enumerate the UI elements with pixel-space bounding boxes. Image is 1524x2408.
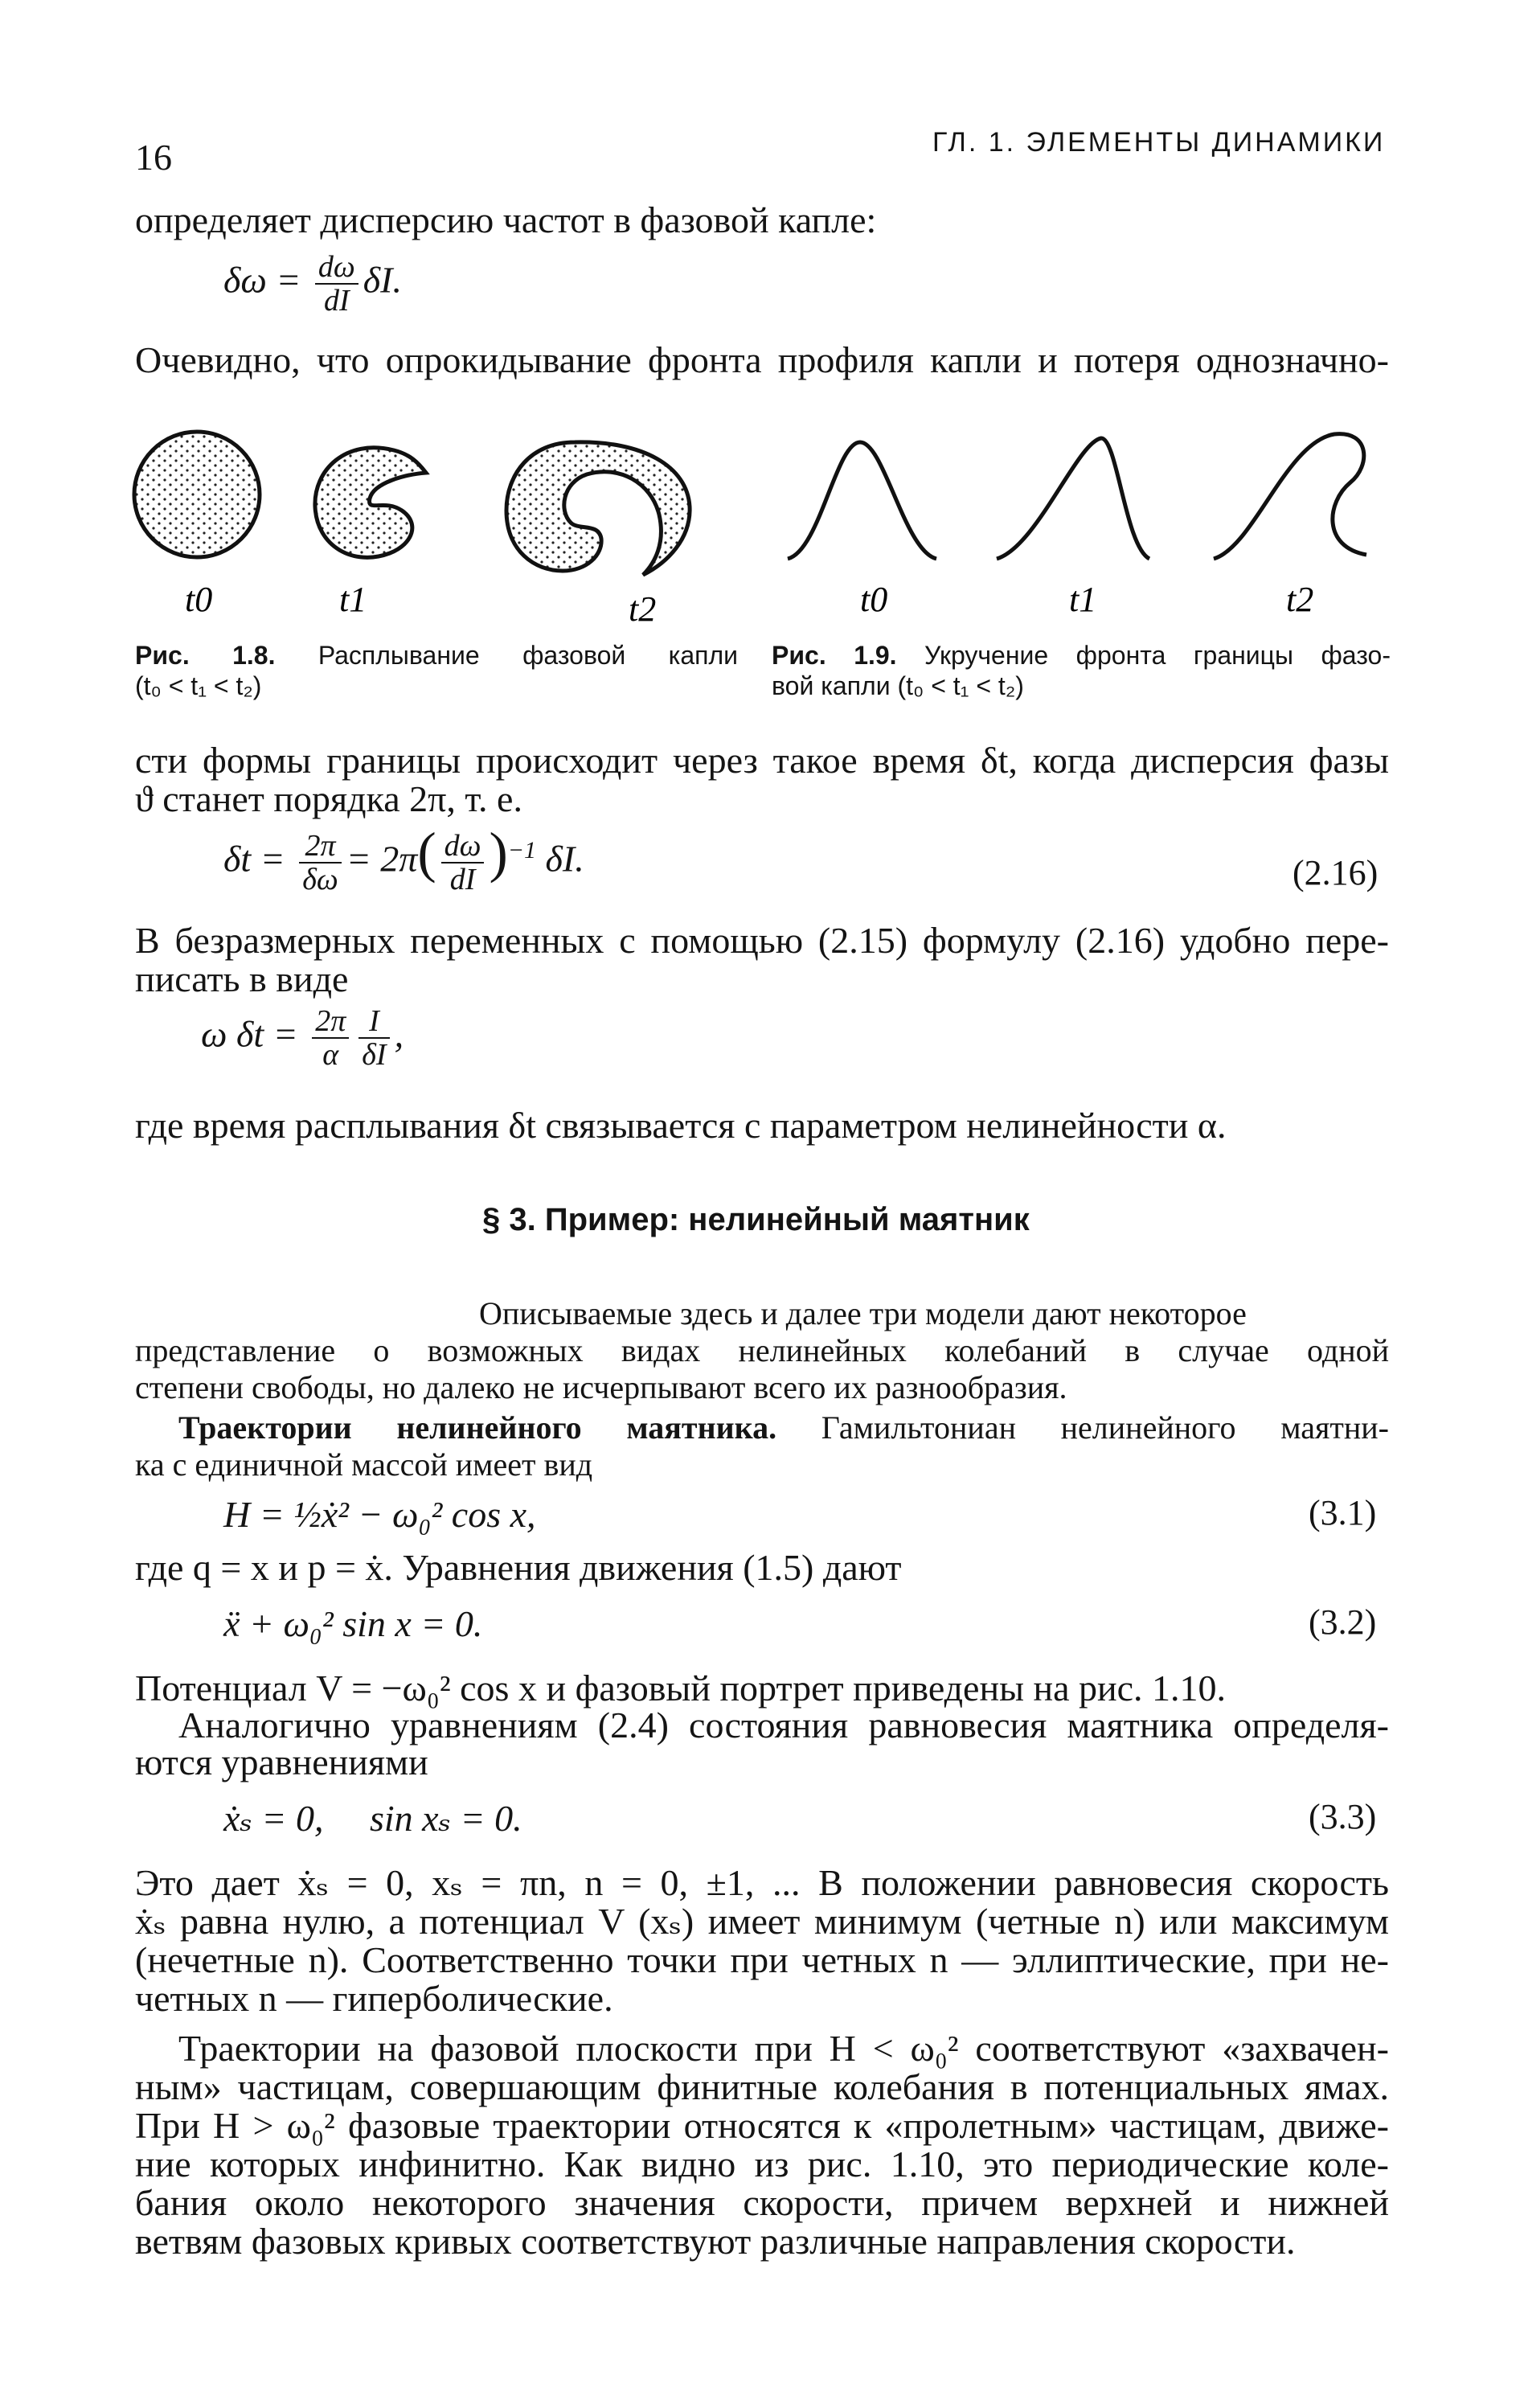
fig18-caption-line2: (t₀ < t₁ < t₂) bbox=[135, 671, 262, 700]
equation-3-3: ẋₛ = 0, sin xₛ = 0. bbox=[223, 1798, 522, 1839]
fig18-label-t1: t1 bbox=[339, 580, 367, 619]
paragraph-8-line-1: Траектории на фазовой плоскости при H < ω₀² соответствуют «захвачен- bbox=[178, 2028, 1389, 2069]
section-title: § 3. Пример: нелинейный маятник bbox=[482, 1202, 1030, 1237]
drop-t0 bbox=[134, 432, 260, 557]
drop-t1 bbox=[315, 448, 426, 558]
paragraph-7-line-2: ẋₛ равна нулю, а потенциал V (xₛ) имеет минимум (четные n) или максимум bbox=[135, 1901, 1389, 1942]
paragraph-8-line-2: ным» частицам, совершающим финитные колебания в потенциальных ямах. bbox=[135, 2066, 1389, 2107]
paragraph-5-line-2: ка с единичной массой имеет вид bbox=[135, 1446, 593, 1483]
equation-number-3-2: (3.2) bbox=[1309, 1602, 1377, 1642]
fig19-label-t2: t2 bbox=[1286, 580, 1314, 619]
paragraph-8-line-5: бания около некоторого значения скорости, причем верхней и нижней bbox=[135, 2182, 1389, 2223]
paragraph-6-line-1: Потенциал V = −ω₀² cos x и фазовый портрет приведены на рис. 1.10. bbox=[135, 1668, 1227, 1709]
equation-number-3-3: (3.3) bbox=[1309, 1797, 1377, 1836]
small-paragraph-line-2: представление о возможных видах нелинейных колебаний в случае одной bbox=[135, 1332, 1389, 1368]
page-number: 16 bbox=[135, 137, 172, 178]
paragraph-7-line-4: четных n — гиперболические. bbox=[135, 1978, 613, 2019]
profile-t1 bbox=[997, 438, 1149, 559]
equation-domega: δω = $\frac{d\omega}{dI}$ δI. bbox=[223, 250, 402, 318]
equation-3-2: ẍ + ω₀² sin x = 0. bbox=[223, 1603, 483, 1644]
equation-omega-dt: ω δt = $\frac{2\pi}{\alpha}$ $\frac{I}{\delta I}$ , bbox=[201, 1004, 404, 1072]
paragraph-3-line-1: В безразмерных переменных с помощью (2.15) формулу (2.16) удобно пере- bbox=[135, 920, 1389, 961]
paragraph-8-line-3: При H > ω₀² фазовые траектории относятся к «пролетным» частицам, движе- bbox=[135, 2105, 1389, 2146]
paragraph-5-line-1: Траектории нелинейного маятника. Гамильтониан нелинейного маятни- bbox=[178, 1409, 1390, 1446]
profile-t0 bbox=[788, 442, 936, 559]
fig19-caption-line1: Рис. 1.9. Укручение фронта границы фазо- bbox=[772, 641, 1391, 670]
figure-1-8 bbox=[129, 410, 739, 627]
paragraph-7-line-3: (нечетные n). Соответственно точки при четных n — эллиптические, при не- bbox=[135, 1939, 1389, 1980]
paragraph-8-line-4: ние которых инфинитно. Как видно из рис. 1.10, это периодические коле- bbox=[135, 2143, 1389, 2184]
running-title: ГЛ. 1. ЭЛЕМЕНТЫ ДИНАМИКИ bbox=[932, 127, 1386, 158]
fig19-caption-line2: вой капли (t₀ < t₁ < t₂) bbox=[772, 671, 1024, 700]
paragraph-6-line-3: ются уравнениями bbox=[135, 1741, 428, 1782]
fig19-label-t0: t0 bbox=[860, 580, 888, 619]
fig19-label-t1: t1 bbox=[1069, 580, 1097, 619]
where-line: где q = x и p = ẋ. Уравнения движения (1.5) дают bbox=[135, 1547, 902, 1588]
profile-t2 bbox=[1214, 434, 1366, 559]
paragraph-3-line-2: писать в виде bbox=[135, 958, 349, 999]
fig18-label-t0: t0 bbox=[185, 580, 213, 619]
equation-2-16: δt = $\frac{2\pi}{\delta\omega}$ = 2π( $\frac{d\omega}{dI}$ )$^{-1}$ δI. bbox=[223, 822, 584, 896]
paragraph-7-line-1: Это дает ẋₛ = 0, xₛ = πn, n = 0, ±1, ... В положении равновесия скорость bbox=[135, 1862, 1389, 1903]
fig18-label-t2: t2 bbox=[629, 589, 657, 627]
paragraph-2-line-1: сти формы границы происходит через такое время δt, когда дисперсия фазы bbox=[135, 740, 1389, 781]
paragraph-1: Очевидно, что опрокидывание фронта профиля капли и потеря однозначно- bbox=[135, 339, 1389, 380]
paragraph-2-line-2: ϑ станет порядка 2π, т. е. bbox=[135, 778, 522, 819]
equation-3-1: H = ½ẋ² − ω₀² cos x, bbox=[223, 1494, 536, 1535]
fig18-caption-line1: Рис. 1.8. Расплывание фазовой капли bbox=[135, 641, 738, 670]
equation-number-3-1: (3.1) bbox=[1309, 1493, 1377, 1532]
paragraph-6-line-2: Аналогично уравнениям (2.4) состояния равновесия маятника определя- bbox=[178, 1704, 1389, 1745]
small-paragraph-line-1: Описываемые здесь и далее три модели дают некоторое bbox=[479, 1295, 1247, 1331]
intro-line: определяет дисперсию частот в фазовой капле: bbox=[135, 199, 877, 240]
paragraph-8-line-6: ветвям фазовых кривых соответствуют различные направления скорости. bbox=[135, 2221, 1296, 2262]
equation-number-2-16: (2.16) bbox=[1293, 853, 1379, 892]
small-paragraph-line-3: степени свободы, но далеко не исчерпывают всего их разнообразия. bbox=[135, 1369, 1067, 1405]
figure-1-9 bbox=[772, 418, 1399, 627]
drop-t2 bbox=[506, 442, 690, 575]
paragraph-4: где время расплывания δt связывается с параметром нелинейности α. bbox=[135, 1105, 1227, 1146]
